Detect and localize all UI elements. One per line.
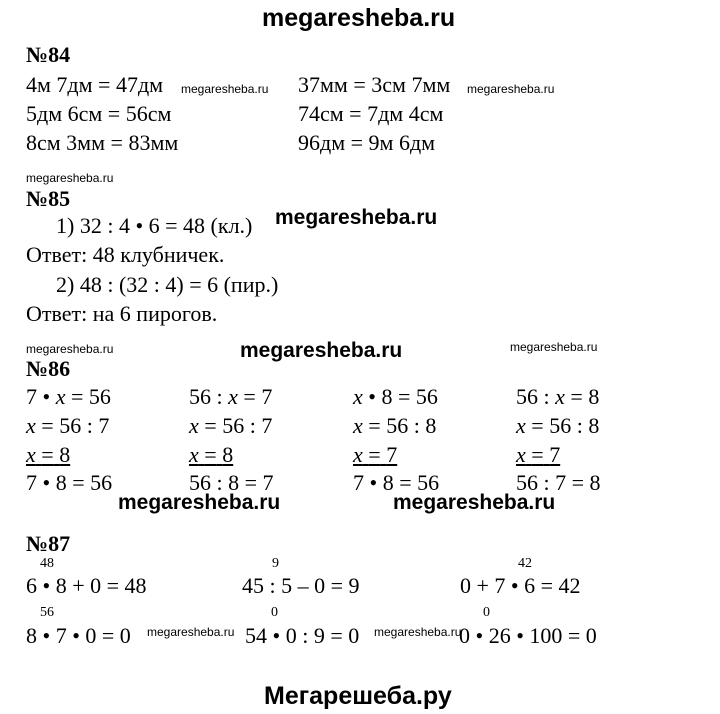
watermark: megaresheba.ru	[393, 491, 556, 514]
p87-r1-c3-result: 42	[518, 556, 532, 571]
header-site: megaresheba.ru	[262, 4, 456, 32]
p84-left-1: 4м 7дм = 47дм	[26, 72, 164, 97]
p86-col4-row1: 56 : x = 8	[516, 384, 600, 409]
p86-col3-row1: x • 8 = 56	[353, 384, 438, 409]
p84-right-2: 74см = 7дм 4см	[298, 101, 444, 126]
p85-line-2: Ответ: 48 клубничек.	[26, 242, 225, 267]
p86-col1-row1: 7 • x = 56	[26, 384, 111, 409]
p87-r2-c2-result: 0	[271, 605, 278, 620]
problem-87-title: №87	[26, 531, 71, 556]
p87-r2-c1-expr: 8 • 7 • 0 = 0	[26, 623, 131, 648]
p87-r2-c3-expr: 0 • 26 • 100 = 0	[459, 623, 597, 648]
p87-r1-c1-expr: 6 • 8 + 0 = 48	[26, 573, 147, 598]
p86-col2-row4: 56 : 8 = 7	[189, 470, 274, 495]
p86-col2-row1: 56 : x = 7	[189, 384, 273, 409]
p84-right-3: 96дм = 9м 6дм	[298, 130, 436, 155]
p87-r1-c2-expr: 45 : 5 – 0 = 9	[242, 573, 360, 598]
p86-col3-row3: x = 7	[353, 442, 398, 467]
watermark: megaresheba.ru	[240, 339, 403, 362]
p86-col1-row3: x = 8	[26, 442, 71, 467]
p87-r2-c1-result: 56	[40, 605, 54, 620]
p84-left-2: 5дм 6см = 56см	[26, 101, 172, 126]
watermark: megaresheba.ru	[510, 340, 598, 354]
p86-col4-row2: x = 56 : 8	[516, 413, 600, 438]
p84-right-1: 37мм = 3см 7мм	[298, 72, 451, 97]
p86-col4-row4: 56 : 7 = 8	[516, 470, 601, 495]
p87-r2-c3-result: 0	[483, 605, 490, 620]
p86-col4-row3: x = 7	[516, 442, 561, 467]
p86-col1-row4: 7 • 8 = 56	[26, 470, 113, 495]
problem-85-title: №85	[26, 186, 71, 211]
p85-line-4: Ответ: на 6 пирогов.	[26, 301, 218, 326]
p86-col2-row2: x = 56 : 7	[189, 413, 273, 438]
watermark: megaresheba.ru	[467, 82, 555, 96]
problem-84-title: №84	[26, 42, 71, 67]
p87-r1-c3-expr: 0 + 7 • 6 = 42	[460, 573, 581, 598]
p86-col3-row2: x = 56 : 8	[353, 413, 437, 438]
p85-line-1: 1) 32 : 4 • 6 = 48 (кл.)	[56, 213, 253, 238]
p86-col2-row3: x = 8	[189, 442, 234, 467]
watermark: megaresheba.ru	[118, 491, 281, 514]
watermark: megaresheba.ru	[275, 206, 438, 229]
p86-col3-row4: 7 • 8 = 56	[353, 470, 440, 495]
p87-r1-c1-result: 48	[40, 556, 54, 571]
watermark: megaresheba.ru	[147, 625, 235, 639]
footer-site: Мегарешеба.ру	[264, 682, 452, 710]
p85-line-3: 2) 48 : (32 : 4) = 6 (пир.)	[56, 272, 279, 297]
watermark: megaresheba.ru	[26, 342, 114, 356]
p84-left-3: 8см 3мм = 83мм	[26, 130, 179, 155]
p87-r1-c2-result: 9	[272, 556, 279, 571]
watermark: megaresheba.ru	[26, 171, 114, 185]
watermark: megaresheba.ru	[181, 82, 269, 96]
problem-86-title: №86	[26, 356, 71, 381]
p87-r2-c2-expr: 54 • 0 : 9 = 0	[245, 623, 360, 648]
watermark: megaresheba.ru	[374, 625, 462, 639]
p86-col1-row2: x = 56 : 7	[26, 413, 110, 438]
